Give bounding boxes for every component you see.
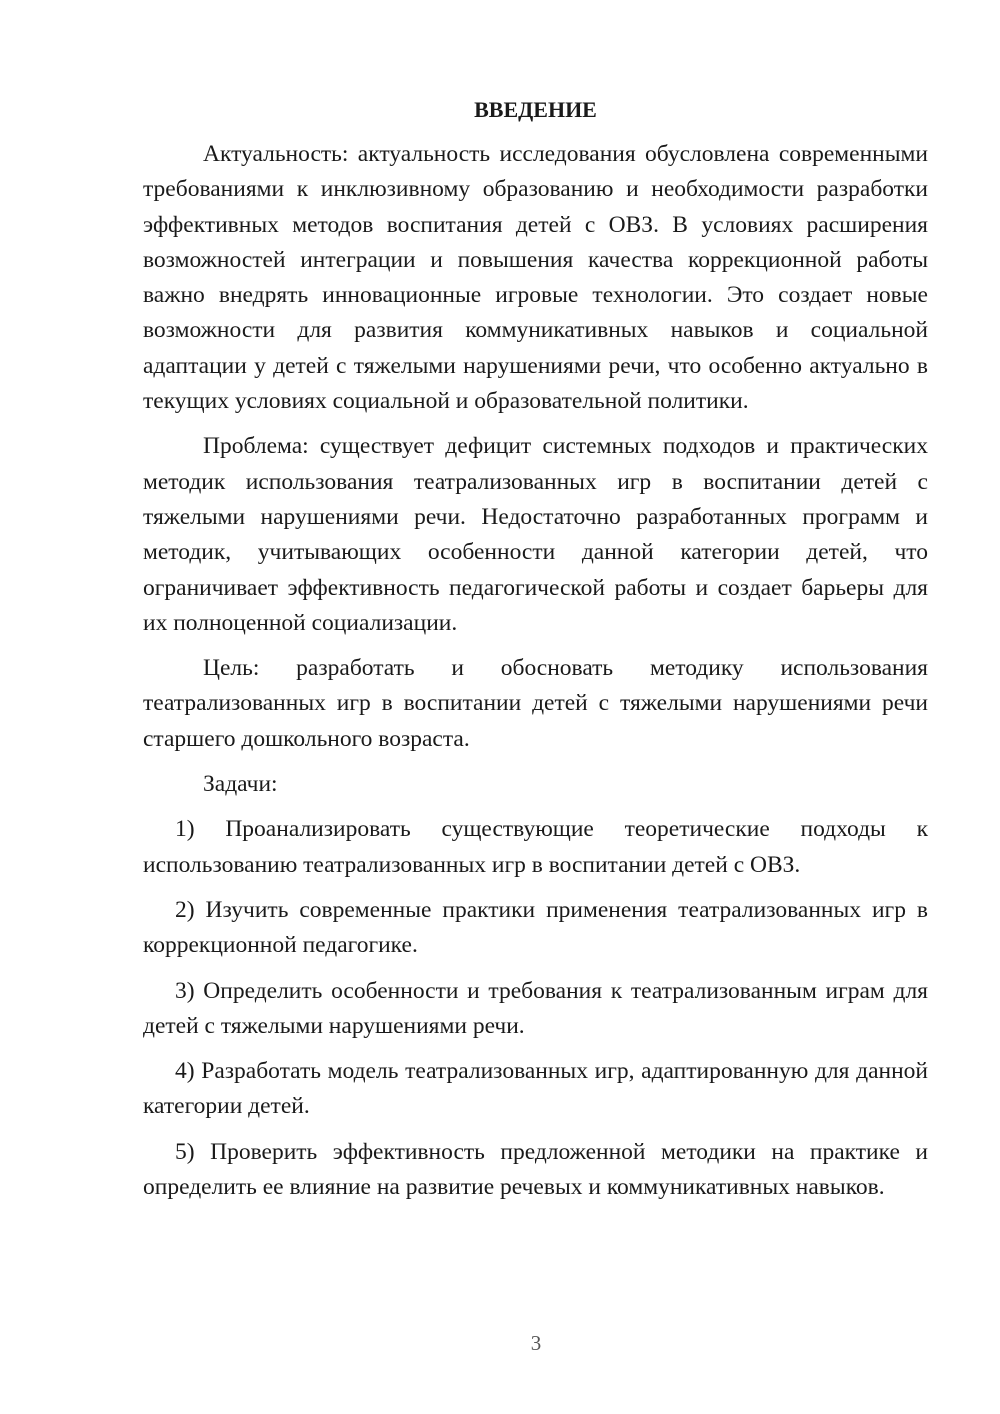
page-number: 3 — [530, 1331, 542, 1355]
task-item: 5) Проверить эффективность предложенной методики на практике и определить ее влияние на развитие речевых и коммуникативных навыков. — [143, 1138, 928, 1201]
relevance-paragraph: Актуальность: актуальность исследования обусловлена современными требованиями к инклюзивному образованию и необходимости разработки эффективных методов воспитания детей с ОВЗ. В условиях расширения возможностей интеграции и повышения качества коррекционной работы важно внедрять инновационные игровые технологии. Это создает новые возможности для развития коммуникативных навыков и социальной адаптации у детей с тяжелыми нарушениями речи, что особенно актуально в текущих условиях социальной и образовательной политики. — [143, 141, 928, 415]
task-item: 2) Изучить современные практики применения театрализованных игр в коррекционной педагогике. — [143, 896, 928, 959]
tasks-list — [143, 812, 928, 1205]
problem-paragraph: Проблема: существует дефицит системных подходов и практических методик использования театрализованных игр в воспитании детей с тяжелыми нарушениями речи. Недостаточно разработанных программ и методик, учитывающих особенности данной категории детей, что ограничивает эффективность педагогической работы и создает барьеры для их полноценной социализации. — [143, 433, 928, 636]
section-title: ВВЕДЕНИЕ — [474, 97, 597, 122]
task-item: 3) Определить особенности и требования к театрализованным играм для детей с тяжелыми нарушениями речи. — [143, 977, 928, 1039]
task-item: 1) Проанализировать существующие теоретические подходы к использованию театрализованных игр в воспитании детей с ОВЗ. — [143, 816, 928, 878]
goal-paragraph: Цель: разработать и обосновать методику использования театрализованных игр в воспитании детей с тяжелыми нарушениями речи старшего дошкольного возраста. — [143, 655, 928, 752]
page-content — [143, 92, 928, 1215]
task-item: 4) Разработать модель театрализованных игр, адаптированную для данной категории детей. — [143, 1058, 928, 1120]
tasks-heading: Задачи: — [203, 771, 278, 798]
